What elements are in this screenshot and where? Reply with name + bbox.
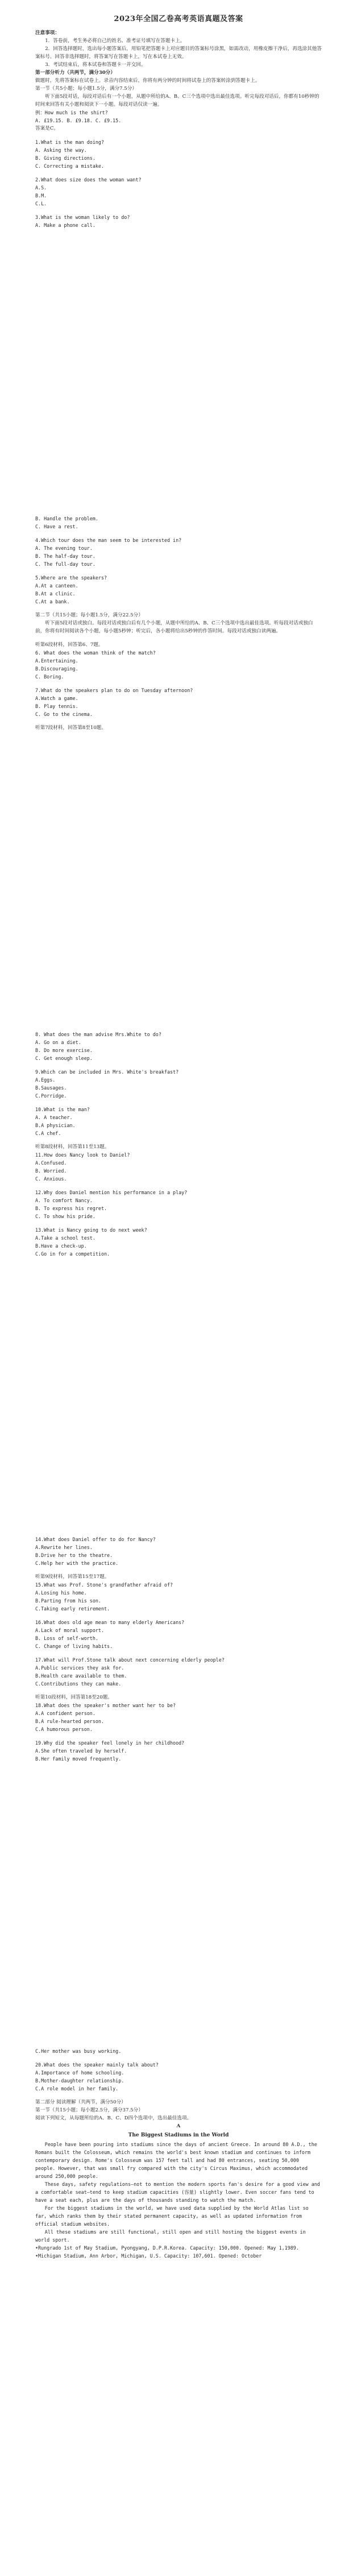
article-title: The Biggest Stadiums in the World [128,2132,229,2138]
q10-option-a: A. A teacher. [35,1115,73,1120]
q1-option-c: C. Correcting a mistake. [35,163,105,169]
text9-heading: 听第9段材料，回答第15至17题。 [35,1574,110,1580]
q2-option-b: B.M. [35,193,47,198]
q8-option-a: A. Go on a diet. [35,1039,81,1045]
q17-option-c: C.Contributions they can make. [35,1681,122,1687]
q10-stem: 10.What is the man? [35,1107,90,1112]
page-3 [0,1030,357,1258]
q1-option-a: A. Asking the way. [35,147,87,153]
q7-stem: 7.What do the speakers plan to do on Tuesday afternoon? [35,688,193,693]
q12-option-c: C. To show his pride. [35,1214,96,1219]
q11-option-c: C. Anxious. [35,1176,67,1182]
q13-stem: 13.What is Nancy going to do next week? [35,1227,147,1233]
q16-option-c: C. Change of living habits. [35,1643,113,1649]
q14-option-a: A.Rewrite her lines. [35,1544,93,1550]
q12-option-a: A. To comfort Nancy. [35,1198,93,1203]
q19-stem: 19.Why did the speaker feel lonely in her childhood? [35,1740,185,1746]
stadium-item-2: •Michigan Stadium, Ann Arbor, Michigan, U.S. Capacity: 107,601. Opened: October [35,2253,262,2259]
q8-option-c: C. Get enough sleep. [35,1055,93,1061]
article-paragraph-3: For the biggest stadiums in the world, we have used data supplied by the World Atlas list so far, which ranks them by their stated permanent capacity, as well as updated information from official stadium websites. [35,2205,309,2227]
q11-option-a: A.Confused. [35,1160,67,1166]
q1-option-b: B. Giving directions. [35,155,96,161]
q13-option-b: B.Have a check-up. [35,1243,87,1249]
notes-heading: 注意事项： [35,30,60,36]
q18-option-a: A.A confident person. [35,1711,96,1716]
q17-option-b: B.Health care available to them. [35,1673,127,1679]
q18-stem: 18.What does the speaker's mother want her to be? [35,1703,176,1708]
q1-stem: 1.What is the man doing? [35,139,105,145]
q15-stem: 15.What was Prof. Stone's grandfather afraid of? [35,1582,173,1588]
q9-option-a: A.Eggs. [35,1077,56,1083]
q4-option-a: A. The evening tour. [35,545,93,551]
q7-option-a: A.Watch a game. [35,695,78,701]
part1-intro: 做题时，先将答案标在试卷上。录音内容结束后，你将有两分钟的时间将试卷上的答案转涂到答题卡上。 [35,78,260,84]
part2-section1: 第一节（共15小题；每小题2.5分，满分37.5分） [35,2107,143,2113]
q12-stem: 12.Why does Daniel mention his performance in a play? [35,1190,188,1195]
section1-intro: 听下面5段对话，每段对话后有一个小题，从题中所给的A、B、C三个选项中选出最佳选项。听完每段对话后，你都有10秒钟的时间来回答有关小题和阅读下一小题。每段对话仅读一遍。 [35,94,319,107]
q14-stem: 14.What does Daniel offer to do for Nancy? [35,1537,156,1542]
q12-option-b: B. To express his regret. [35,1206,107,1211]
q6-stem: 6. What does the woman think of the match? [35,650,156,656]
part2-heading: 第二部分 阅读理解（共两节，满分50分） [35,2099,126,2105]
q17-option-a: A.Public services they ask for. [35,1665,124,1671]
q15-option-c: C.Taking early retirement. [35,1606,110,1612]
q13-option-c: C.Go in for a competition. [35,1251,110,1257]
q6-option-c: C. Boring. [35,674,64,680]
q4-option-c: C. The full-day tour. [35,561,96,567]
text7-heading: 听第7段材料，回答第8至10题。 [35,725,106,731]
page-5 [0,2047,357,2260]
q13-option-a: A.Take a school test. [35,1235,96,1241]
q8-option-b: B. Do more exercise. [35,1047,93,1053]
q14-option-b: B.Drive her to the theatre. [35,1552,113,1558]
text6-heading: 听第6段材料，回答第6、7题。 [35,642,103,648]
q9-option-c: C.Porridge. [35,1093,67,1099]
q16-stem: 16.What does old age mean to many elderly Americans? [35,1620,185,1625]
part1-heading: 第一部分听力（共两节，满分30分） [35,70,115,76]
q16-option-a: A.Lack of moral support. [35,1627,105,1633]
q8-stem: 8. What does the man advise Mrs.White to do? [35,1032,161,1037]
q7-option-b: B. Play tennis. [35,703,78,709]
q2-option-a: A.S. [35,185,47,190]
note-1: 1．答卷前，考生务必将自己的姓名、准考证号填写在答题卡上。 [45,38,185,44]
q14-option-c: C.Help her with the practice. [35,1560,119,1566]
q5-option-b: B.At a clinic. [35,591,76,597]
q16-option-b: B. Loss of self-worth. [35,1635,98,1641]
q11-option-b: B. Worried. [35,1168,67,1174]
page-2 [0,515,357,732]
q5-option-a: A.At a canteen. [35,583,78,589]
q9-stem: 9.Which can be included in Mrs. White's breakfast? [35,1069,179,1075]
note-3: 3．考试结束后，将本试卷和答题卡一并交回。 [45,62,146,68]
q3-stem: 3.What is the woman likely to do? [35,214,130,220]
section1-heading: 第一节（共5小题；每小题1.5分，满分7.5分） [35,86,137,92]
q19-option-a: A.She often traveled by herself. [35,1748,127,1754]
q6-option-b: B.Discouraging. [35,666,78,672]
text8-heading: 听第8段材料，回答第11至13题。 [35,1144,110,1150]
passage-label: A [176,2123,181,2129]
q3-option-b: B. Handle the problem. [35,516,98,521]
q20-option-a: A.Importance of home schooling. [35,2070,124,2076]
stadium-item-1: •Rungrado 1st of May Stadium, Pyongyang, D.P.R.Korea. Capacity: 150,000. Opened: May 1,1989. [35,2245,299,2251]
q19-option-c: C.Her mother was busy working. [35,2048,122,2054]
example-heading: 例：How much is the shirt? [35,110,108,115]
article-paragraph-4: All these stadiums are still functional, still open and still hosting the biggest events in world sport. [35,2229,306,2243]
q18-option-b: B.A rule-hearted person. [35,1718,105,1724]
section2-heading: 第二节（共15小题；每小题1.5分，满分22.5分） [35,612,143,618]
article-paragraph-1: People have been pouring into stadiums since the days of ancient Greece. In around 80 A.D., the Romans built the Colosseum, which remains the world's best known stadium and continues to inform contemporary design. Rome's Colosseum was 157 feet tall and had 80 entrances, seating 50,000 people. However, that was small fry compared with the city's Circus Maximus, which accommodated around 250,000 people. [35,2142,317,2179]
q7-option-c: C. Go to the cinema. [35,711,93,717]
q4-stem: 4.Which tour does the man seem to be interested in? [35,537,182,543]
q3-option-a: A. Make a phone call. [35,222,96,228]
q10-option-b: B.A physician. [35,1123,76,1128]
q6-option-a: A.Entertaining. [35,658,78,664]
q15-option-b: B.Parting from his son. [35,1598,101,1604]
q20-option-c: C.A role model in her family. [35,2086,119,2092]
q2-option-c: C.L. [35,201,47,206]
q5-option-c: C.At a bank. [35,599,70,604]
q15-option-a: A.Losing his home. [35,1590,87,1596]
article-paragraph-2: These days, safety regulations—not to mention the modern sports fan's desire for a good view and a comfortable seat—tend to keep stadium capacities (容量) slightly lower. Even soccer fans tend to have a seat each, plus are the days of thousands standing to watch the match. [35,2181,320,2203]
q3-option-c: C. Have a rest. [35,524,78,529]
q2-stem: 2.What does size does the woman want? [35,177,142,183]
q4-option-b: B. The half-day tour. [35,553,96,559]
note-2: 2．回答选择题时，选出每小题答案后，用铅笔把答题卡上对应题目的答案标号涂黑，如需改动，用橡皮擦干净后，再选涂其他答案标号。回答非选择题时，将答案写在答题卡上，写在本试卷上无效。 [35,46,322,60]
example-options: A. £19.15. B. £9.18. C. £9.15. [35,118,122,123]
q11-stem: 11.How does Nancy look to Daniel? [35,1152,130,1158]
q20-stem: 20.What does the speaker mainly talk about? [35,2062,159,2068]
q9-option-b: B.Sausages. [35,1085,67,1091]
section2-intro: 听下面5段对话或独白。每段对话或独白后有几个小题，从题中所给的A、B、C三个选项中选出最佳选项。听每段对话或独白前，你将有时间阅读各个小题，每小题5秒钟；听完后，各小题将给出5秒钟的作答时间。每段对话或独白读两遍。 [35,620,313,634]
q10-option-c: C.A chef. [35,1130,61,1136]
exam-title: 2023年全国乙卷高考英语真题及答案 [114,15,243,23]
q5-stem: 5.Where are the speakers? [35,575,107,581]
part2-intro: 阅读下列短文，从每题所给的A、B、C、D四个选项中，选出最佳选项。 [35,2115,192,2121]
example-answer: 答案是C。 [35,126,59,131]
page-1 [0,13,357,229]
q17-stem: 17.What will Prof.Stone talk about next concerning elderly people? [35,1657,225,1663]
text10-heading: 听第10段材料，回答第18至20题。 [35,1695,113,1700]
q20-option-b: B.Mother-daughter relationship. [35,2078,124,2084]
q18-option-c: C.A humorous person. [35,1726,93,1732]
page-4 [0,1535,357,1763]
q19-option-b: B.Her family moved frequently. [35,1756,122,1762]
